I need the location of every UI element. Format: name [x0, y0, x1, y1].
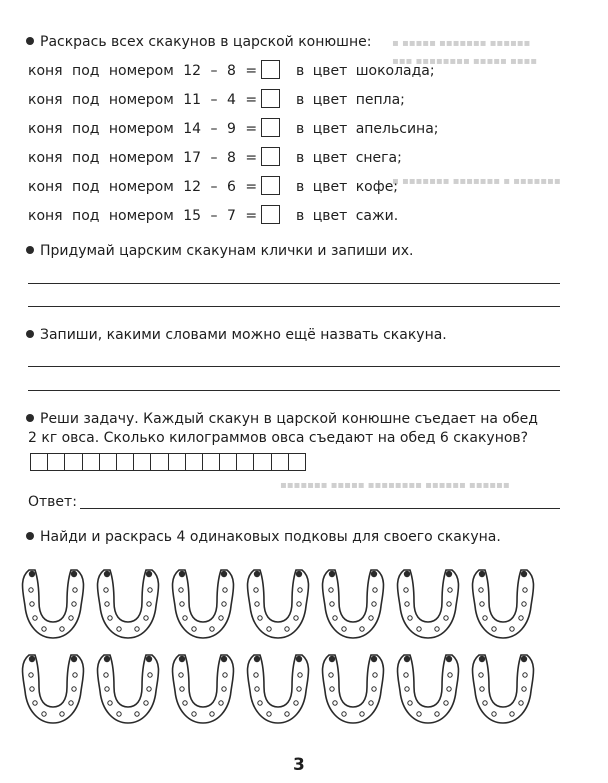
nail-hole [342, 712, 346, 716]
grid-cell[interactable] [133, 453, 151, 471]
nail-hole [179, 588, 183, 592]
nail-hole [73, 673, 77, 677]
nail-head [479, 656, 485, 662]
nail-head [371, 571, 377, 577]
nail-hole [223, 588, 227, 592]
bullet-icon [26, 37, 34, 45]
grid-cell[interactable] [168, 453, 186, 471]
task4-line1: Реши задачу. Каждый скакун в царской конюшне съедает на обед [26, 411, 538, 427]
nail-hole [258, 701, 262, 705]
nail-head [146, 571, 152, 577]
task2-heading: Придумай царским скакунам клички и запиши их. [26, 243, 413, 259]
nail-head [221, 571, 227, 577]
nail-hole [294, 616, 298, 620]
answer-box[interactable] [261, 176, 280, 195]
grid-cell[interactable] [202, 453, 220, 471]
nail-hole [210, 627, 214, 631]
nail-hole [329, 673, 333, 677]
grid-cell[interactable] [253, 453, 271, 471]
nail-hole [372, 602, 376, 606]
nail-head [446, 656, 452, 662]
nail-hole [255, 602, 259, 606]
nail-hole [479, 588, 483, 592]
nail-hole [183, 701, 187, 705]
page-number: 3 [293, 755, 305, 775]
nail-hole [297, 602, 301, 606]
horseshoe-icon[interactable] [23, 655, 84, 723]
nail-hole [42, 627, 46, 631]
nail-head [179, 656, 185, 662]
nail-hole [29, 673, 33, 677]
answer-box[interactable] [261, 89, 280, 108]
nail-hole [30, 602, 34, 606]
nail-hole [483, 701, 487, 705]
nail-hole [192, 627, 196, 631]
nail-hole [479, 673, 483, 677]
row-expression: коня под номером 17 – 8 = [28, 150, 258, 166]
nail-hole [417, 712, 421, 716]
show-through: ▪ ▪▪▪▪▪ ▪▪▪▪▪▪▪ ▪▪▪▪▪▪ [392, 38, 531, 49]
nail-hole [72, 602, 76, 606]
row-expression: коня под номером 11 – 4 = [28, 92, 258, 108]
nail-hole [447, 687, 451, 691]
nail-hole [108, 616, 112, 620]
task1-heading: Раскрась всех скакунов в царской конюшне: [26, 34, 371, 50]
nail-hole [360, 712, 364, 716]
nail-hole [404, 673, 408, 677]
nail-hole [492, 627, 496, 631]
grid-cell[interactable] [236, 453, 254, 471]
task5-heading: Найди и раскрась 4 одинаковых подковы для своего скакуна. [26, 529, 501, 545]
nail-hole [135, 712, 139, 716]
nail-hole [360, 627, 364, 631]
nail-hole [147, 602, 151, 606]
nail-hole [69, 616, 73, 620]
nail-hole [510, 627, 514, 631]
nail-hole [73, 588, 77, 592]
nail-hole [210, 712, 214, 716]
nail-head [296, 571, 302, 577]
nail-head [296, 656, 302, 662]
row-expression: коня под номером 15 – 7 = [28, 208, 258, 224]
nail-hole [297, 687, 301, 691]
nail-hole [523, 588, 527, 592]
nail-hole [330, 602, 334, 606]
row-expression: коня под номером 14 – 9 = [28, 121, 258, 137]
grid-cell[interactable] [99, 453, 117, 471]
answer-box[interactable] [261, 205, 280, 224]
nail-hole [254, 673, 258, 677]
nail-hole [510, 712, 514, 716]
bullet-icon [26, 532, 34, 540]
horseshoe-icon[interactable] [23, 570, 84, 638]
answer-box[interactable] [261, 118, 280, 137]
nail-hole [72, 687, 76, 691]
horseshoe-icon[interactable] [173, 570, 234, 638]
row-color: в цвет пепла; [296, 92, 405, 108]
nail-hole [148, 588, 152, 592]
horseshoe-icon[interactable] [323, 570, 384, 638]
nail-hole [180, 602, 184, 606]
nail-hole [285, 712, 289, 716]
task3-heading: Запиши, какими словами можно ещё назвать скакуна. [26, 327, 447, 343]
grid-cell[interactable] [82, 453, 100, 471]
answer-line[interactable] [80, 508, 560, 509]
nail-hole [444, 616, 448, 620]
nail-hole [219, 701, 223, 705]
nail-hole [285, 627, 289, 631]
answer-line[interactable] [28, 306, 560, 307]
nail-hole [444, 701, 448, 705]
nail-head [29, 571, 35, 577]
nail-hole [108, 701, 112, 705]
nail-hole [519, 616, 523, 620]
nail-head [221, 656, 227, 662]
row-color: в цвет снега; [296, 150, 402, 166]
nail-hole [330, 687, 334, 691]
nail-hole [408, 616, 412, 620]
nail-head [71, 571, 77, 577]
row-color: в цвет сажи. [296, 208, 399, 224]
nail-hole [492, 712, 496, 716]
horseshoe-icon[interactable] [98, 655, 159, 723]
show-through: ▪▪▪▪▪▪▪ ▪▪▪▪▪ ▪▪▪▪▪▪▪▪ ▪▪▪▪▪▪ ▪▪▪▪▪▪ [280, 480, 510, 491]
nail-hole [447, 602, 451, 606]
nail-hole [104, 588, 108, 592]
bullet-icon [26, 246, 34, 254]
nail-hole [69, 701, 73, 705]
grid-cell[interactable] [288, 453, 306, 471]
nail-hole [435, 627, 439, 631]
nail-hole [183, 616, 187, 620]
answer-line[interactable] [28, 366, 560, 367]
nail-head [479, 571, 485, 577]
nail-hole [373, 588, 377, 592]
nail-hole [144, 616, 148, 620]
nail-hole [480, 687, 484, 691]
nail-head [329, 656, 335, 662]
nail-hole [417, 627, 421, 631]
show-through: ▪ ▪▪▪▪▪▪▪ ▪▪▪▪▪▪▪ ▪ ▪▪▪▪▪▪▪ [392, 176, 561, 187]
nail-hole [435, 712, 439, 716]
nail-head [104, 571, 110, 577]
nail-head [371, 656, 377, 662]
show-through: ▪▪▪ ▪▪▪▪▪▪▪▪ ▪▪▪▪▪ ▪▪▪▪ [392, 56, 538, 67]
nail-hole [342, 627, 346, 631]
nail-hole [148, 673, 152, 677]
answer-box[interactable] [261, 60, 280, 79]
nail-hole [222, 687, 226, 691]
horseshoe-icon[interactable] [173, 655, 234, 723]
nail-hole [404, 588, 408, 592]
nail-hole [105, 602, 109, 606]
nail-hole [519, 701, 523, 705]
nail-hole [298, 673, 302, 677]
nail-hole [42, 712, 46, 716]
nail-head [446, 571, 452, 577]
grid-cell[interactable] [185, 453, 203, 471]
nail-hole [117, 627, 121, 631]
nail-head [29, 656, 35, 662]
nail-hole [333, 616, 337, 620]
nail-head [146, 656, 152, 662]
nail-hole [523, 673, 527, 677]
nail-hole [405, 602, 409, 606]
horseshoe-icon[interactable] [248, 570, 309, 638]
nail-hole [180, 687, 184, 691]
nail-head [254, 656, 260, 662]
nail-hole [372, 687, 376, 691]
nail-head [404, 656, 410, 662]
solution-grid[interactable] [30, 453, 305, 471]
task4-line2: 2 кг овса. Сколько килограммов овса съедают на обед 6 скакунов? [28, 430, 529, 446]
nail-hole [60, 627, 64, 631]
row-color: в цвет шоколада; [296, 63, 435, 79]
nail-hole [33, 616, 37, 620]
nail-head [404, 571, 410, 577]
horseshoe-icon[interactable] [473, 655, 534, 723]
horseshoe-icon[interactable] [473, 570, 534, 638]
nail-hole [369, 616, 373, 620]
nail-hole [179, 673, 183, 677]
nail-hole [267, 712, 271, 716]
answer-box[interactable] [261, 147, 280, 166]
nail-hole [294, 701, 298, 705]
row-color: в цвет апельсина; [296, 121, 439, 137]
grid-cell[interactable] [116, 453, 134, 471]
nail-hole [408, 701, 412, 705]
horseshoe-icon[interactable] [98, 570, 159, 638]
nail-hole [147, 687, 151, 691]
nail-hole [135, 627, 139, 631]
nail-hole [192, 712, 196, 716]
horseshoe-icon[interactable] [398, 570, 459, 638]
nail-head [521, 571, 527, 577]
bullet-icon [26, 414, 34, 422]
horseshoe-icon[interactable] [398, 655, 459, 723]
nail-head [254, 571, 260, 577]
nail-head [521, 656, 527, 662]
nail-hole [267, 627, 271, 631]
nail-hole [522, 687, 526, 691]
answer-label: Ответ: [28, 494, 77, 510]
grid-cell[interactable] [219, 453, 237, 471]
nail-head [329, 571, 335, 577]
nail-hole [33, 701, 37, 705]
nail-hole [105, 687, 109, 691]
row-expression: коня под номером 12 – 8 = [28, 63, 258, 79]
nail-hole [117, 712, 121, 716]
nail-hole [104, 673, 108, 677]
nail-hole [30, 687, 34, 691]
horseshoes-area [0, 550, 608, 730]
nail-hole [144, 701, 148, 705]
nail-hole [369, 701, 373, 705]
grid-cell[interactable] [47, 453, 65, 471]
nail-head [179, 571, 185, 577]
nail-hole [405, 687, 409, 691]
nail-head [71, 656, 77, 662]
nail-hole [29, 588, 33, 592]
nail-hole [222, 602, 226, 606]
nail-hole [333, 701, 337, 705]
nail-hole [483, 616, 487, 620]
row-color: в цвет кофе; [296, 179, 399, 195]
horseshoe-icon[interactable] [323, 655, 384, 723]
grid-cell[interactable] [64, 453, 82, 471]
nail-hole [373, 673, 377, 677]
nail-hole [329, 588, 333, 592]
nail-hole [254, 588, 258, 592]
nail-hole [448, 588, 452, 592]
nail-hole [480, 602, 484, 606]
nail-hole [219, 616, 223, 620]
row-expression: коня под номером 12 – 6 = [28, 179, 258, 195]
nail-hole [522, 602, 526, 606]
grid-cell[interactable] [30, 453, 48, 471]
answer-line[interactable] [28, 283, 560, 284]
horseshoe-icon[interactable] [248, 655, 309, 723]
grid-cell[interactable] [150, 453, 168, 471]
nail-hole [223, 673, 227, 677]
nail-hole [258, 616, 262, 620]
nail-hole [448, 673, 452, 677]
bullet-icon [26, 330, 34, 338]
grid-cell[interactable] [271, 453, 289, 471]
nail-hole [298, 588, 302, 592]
answer-line[interactable] [28, 390, 560, 391]
nail-head [104, 656, 110, 662]
nail-hole [255, 687, 259, 691]
nail-hole [60, 712, 64, 716]
